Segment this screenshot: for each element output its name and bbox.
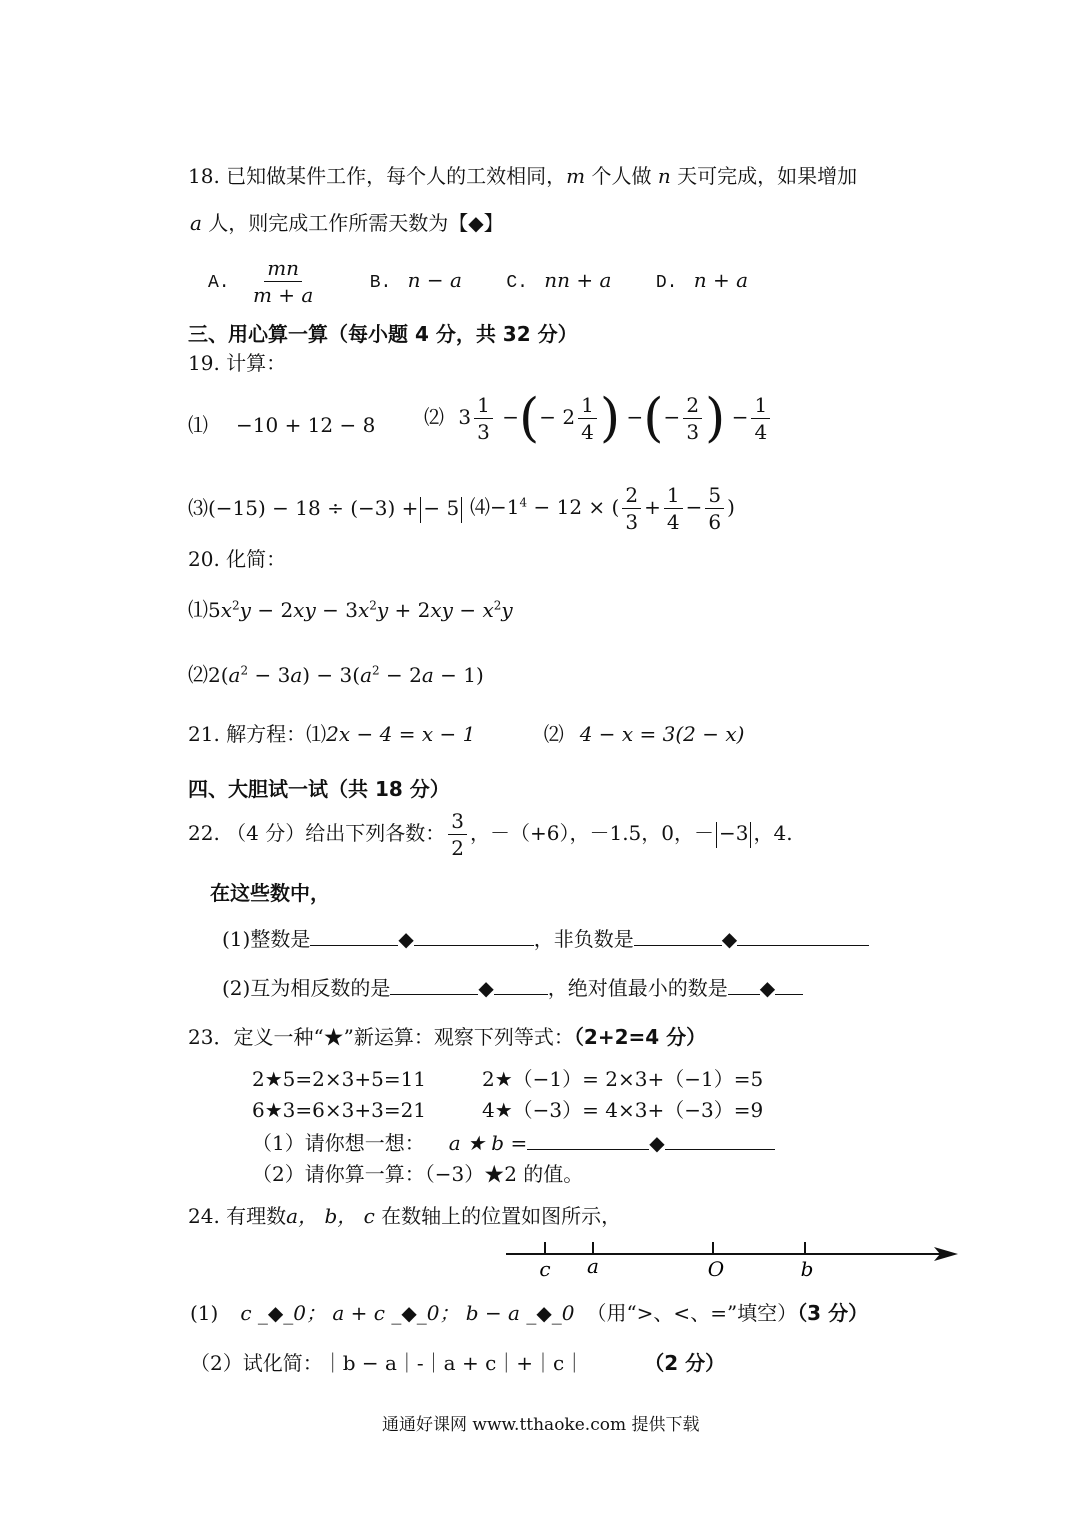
q24-part1: (1) c _◆_0； a + c _◆_0； b − a _◆_0 （用“>、<、=”填空）（3 分） bbox=[190, 1301, 869, 1325]
answer-blank[interactable] bbox=[390, 974, 478, 995]
answer-blank[interactable] bbox=[728, 974, 760, 995]
q23-part2: （2）请你算一算：（−3）★2 的值。 bbox=[252, 1162, 584, 1186]
answer-blank[interactable] bbox=[634, 925, 722, 946]
label-o: O bbox=[707, 1257, 725, 1281]
section-3-heading: 三、用心算一算（每小题 4 分，共 32 分） bbox=[188, 322, 578, 346]
q19-part1: ⑴ −10 + 12 − 8 bbox=[188, 413, 376, 437]
answer-blank[interactable] bbox=[775, 974, 803, 995]
answer-blank[interactable] bbox=[527, 1129, 649, 1150]
q23-eq3: 6★3=6×3+3=21 bbox=[252, 1098, 427, 1122]
q19-part4: $⑷-1^4 - 12$ × ( $\frac{2}{3}$ + $\frac{1}{4}$ − $\frac{5}{6}$ ) bbox=[470, 483, 735, 534]
q22-line: 22. （4 分）给出下列各数： $\frac{3}{2}$ ，－（+6），－1.5，0，－ −3 ，4. bbox=[188, 809, 793, 860]
q23-eq2: 2★（−1）= 2×3+（−1）=5 bbox=[482, 1067, 764, 1091]
answer-blank[interactable] bbox=[494, 974, 548, 995]
q22-part1: (1)整数是 ◆ ，非负数是 ◆ bbox=[222, 925, 869, 952]
q19-part2: ⑵ 3 $\frac{1}{3}$ −(− 2 $\frac{1}{4}$ ) −(− $\frac{2}{3}$ ) − $\frac{1}{4}$ bbox=[424, 392, 773, 445]
q24-line: 24. 有理数a， b， c 在数轴上的位置如图所示， bbox=[188, 1204, 622, 1228]
label-c: c bbox=[539, 1257, 551, 1281]
number-line bbox=[500, 1232, 970, 1284]
answer-blank[interactable] bbox=[414, 925, 534, 946]
q20-part2: $⑵2(a^2 - 3a) - 3(a^2 - 2a - 1)$ bbox=[188, 662, 484, 687]
q21-line: 21. 解方程：⑴2x − 4 = x − 1 ⑵ 4 − x = 3(2 − x) bbox=[188, 722, 745, 746]
q19-part3: ⑶(−15) − 18 ÷ (−3) + − 5 bbox=[188, 495, 464, 523]
q20-title: 20. 化简： bbox=[188, 547, 287, 571]
q23-line: 23．定义一种“★”新运算：观察下列等式：（2+2=4 分） bbox=[188, 1025, 707, 1049]
q20-part1: $⑴5x^2y - 2xy - 3x^2y + 2xy - x^2y$ bbox=[188, 597, 513, 622]
q23-eq4: 4★（−3）= 4×3+（−3）=9 bbox=[482, 1098, 764, 1122]
q22-intro: 在这些数中， bbox=[210, 881, 330, 905]
q23-part1: （1）请你想一想： a ★ b = ◆ bbox=[252, 1129, 775, 1156]
answer-blank[interactable] bbox=[310, 925, 398, 946]
label-b: b bbox=[800, 1257, 814, 1281]
section-4-heading: 四、大胆试一试（共 18 分） bbox=[188, 777, 450, 801]
q24-part2: （2）试化简：｜b − a｜-｜a + c｜+｜c｜ （2 分） bbox=[190, 1351, 726, 1375]
q19-title: 19. 计算： bbox=[188, 351, 287, 375]
footer-text: 通通好课网 www.tthaoke.com 提供下载 bbox=[382, 1415, 700, 1435]
answer-blank[interactable] bbox=[737, 925, 869, 946]
label-a: a bbox=[587, 1254, 599, 1278]
q23-eq1: 2★5=2×3+5=11 bbox=[252, 1067, 427, 1091]
q18-line2: a 人，则完成工作所需天数为【◆】 bbox=[190, 211, 504, 235]
q18-line1: 18. 已知做某件工作，每个人的工效相同，m 个人做 n 天可完成，如果增加 bbox=[188, 164, 858, 188]
q18-option-a-fraction: $\frac{mn}{m + a}$ bbox=[252, 256, 314, 307]
answer-blank[interactable] bbox=[665, 1129, 775, 1150]
q22-part2: (2)互为相反数的是 ◆ ，绝对值最小的数是 ◆ bbox=[222, 974, 803, 1001]
q18-options: A. $\frac{mn}{m + a}$ B. n − a C. nn + a D. n + a bbox=[208, 256, 749, 307]
